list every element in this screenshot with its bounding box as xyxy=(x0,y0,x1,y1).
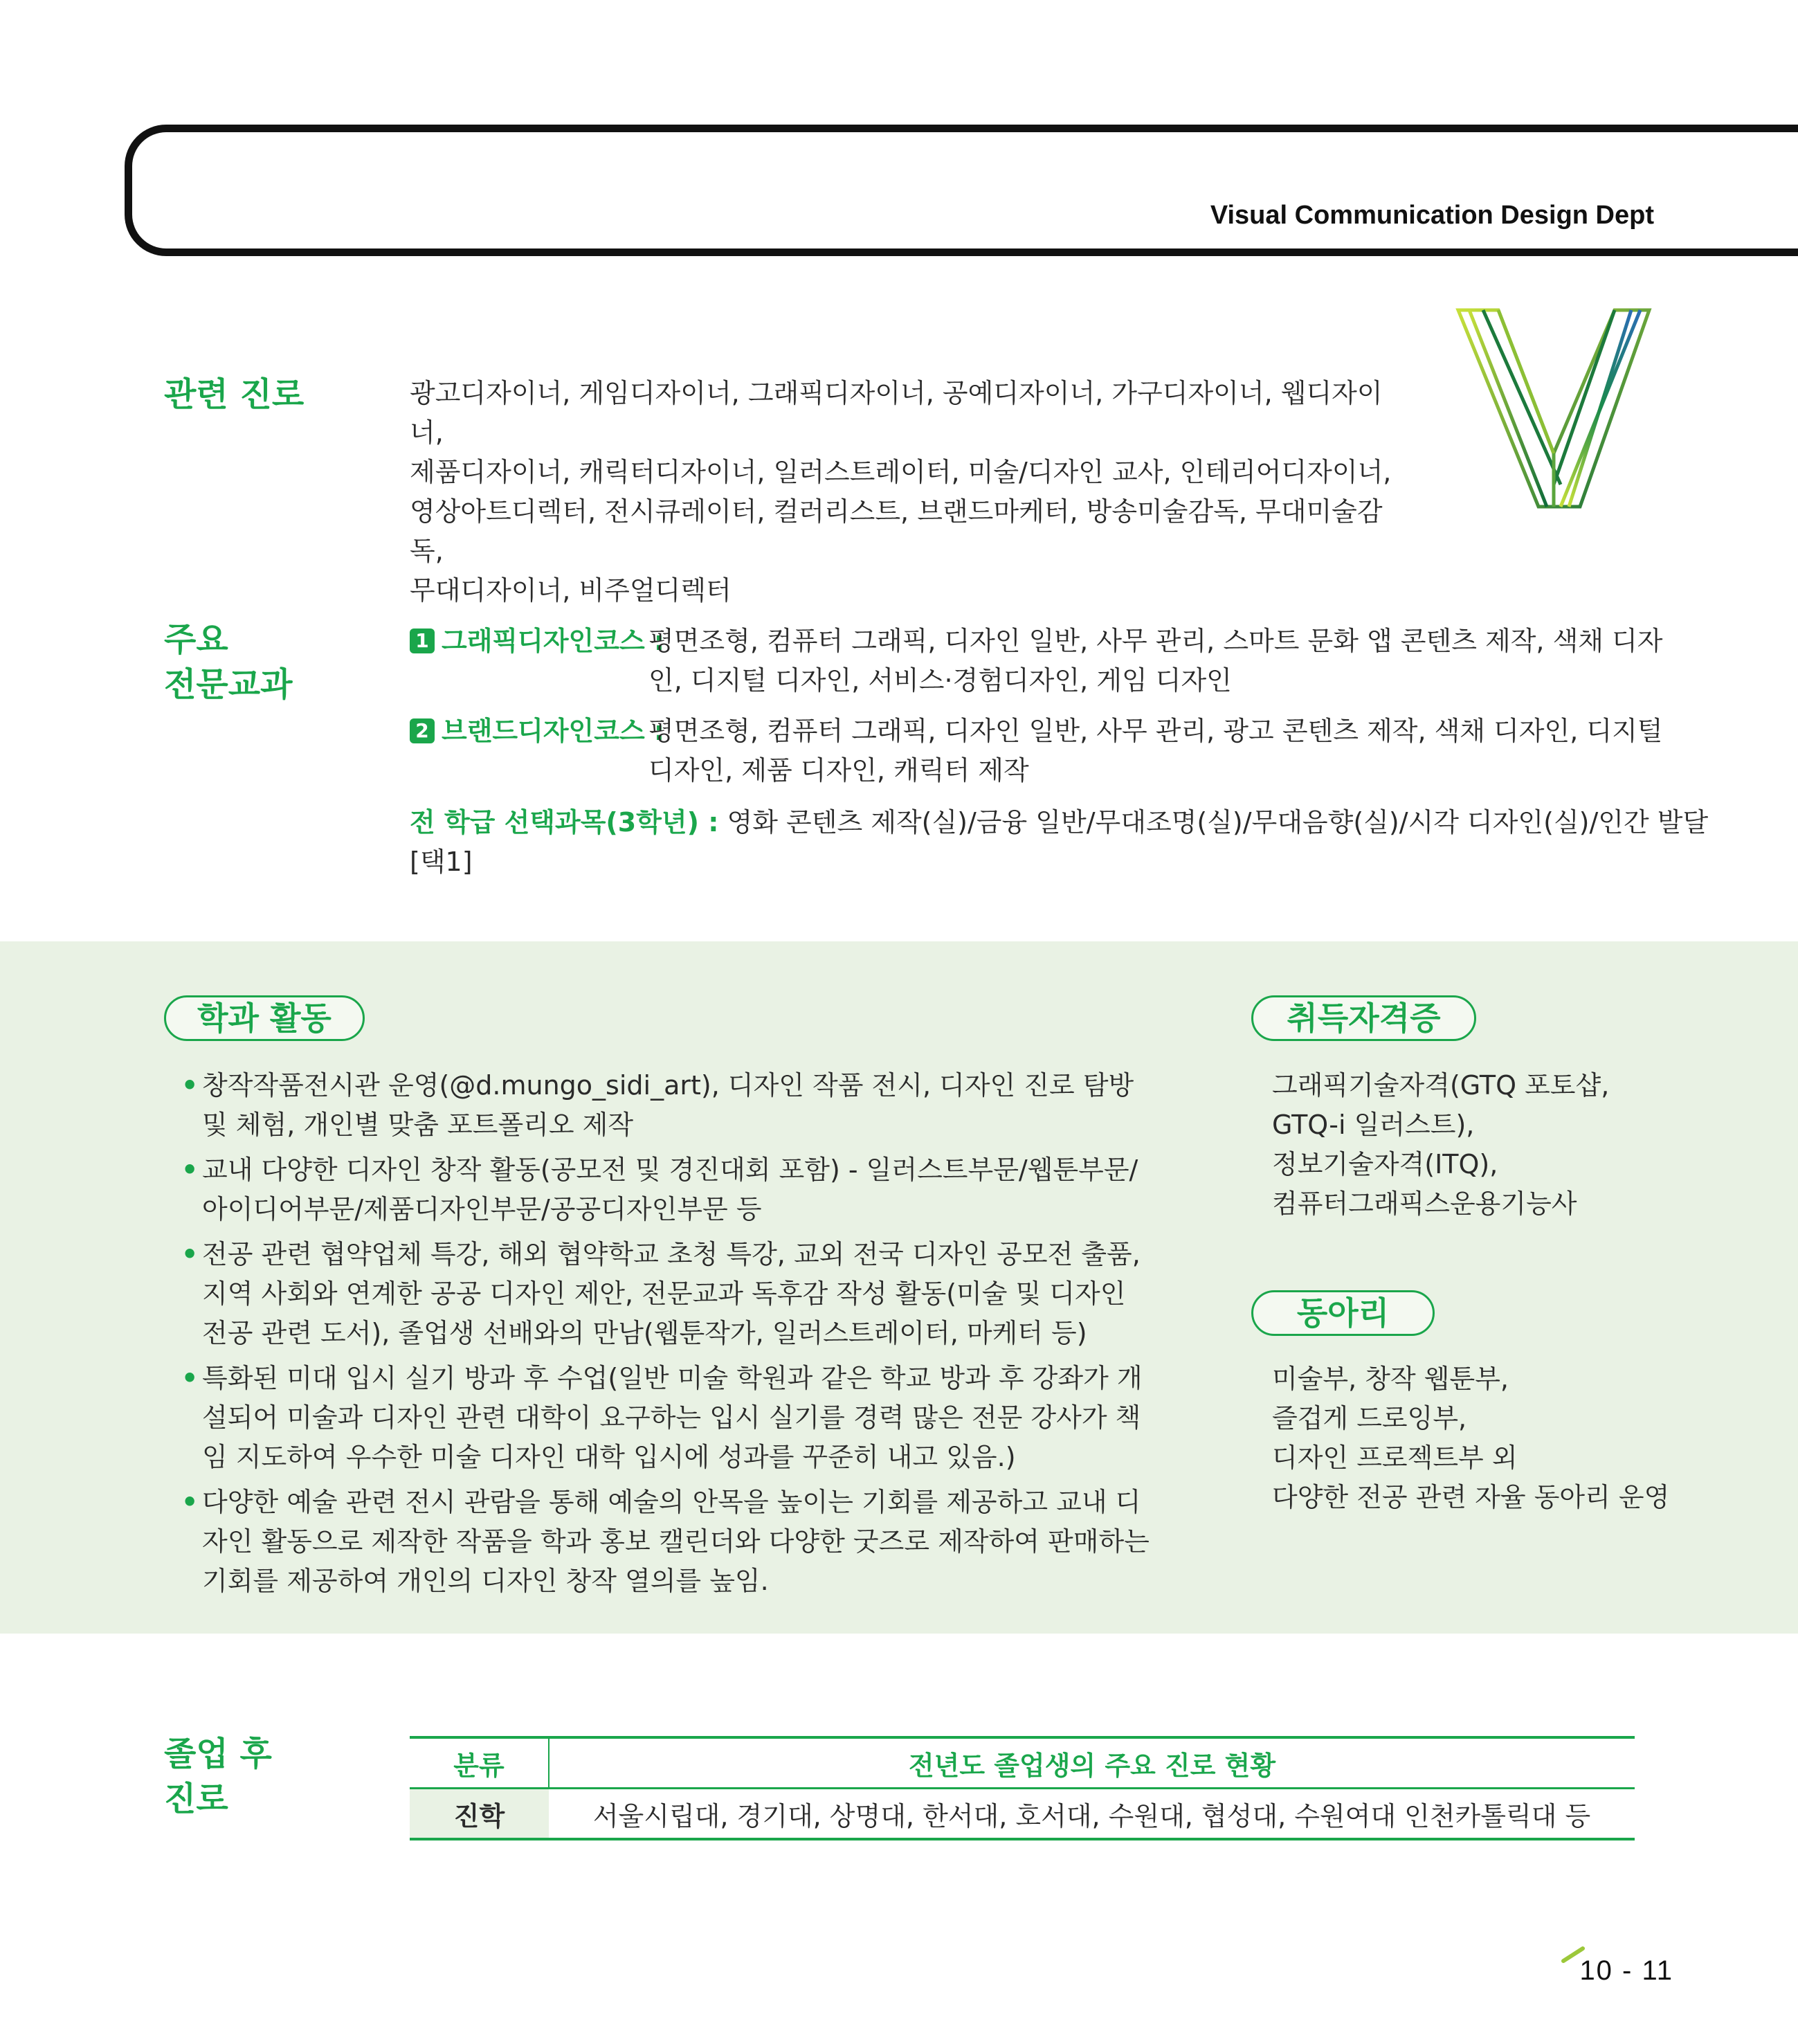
certificates-title: 취득자격증 xyxy=(1251,995,1476,1041)
column-header-category: 분류 xyxy=(410,1737,549,1789)
list-item: • 교내 다양한 디자인 창작 활동(공모전 및 경진대회 포함) - 일러스트부문/웹툰부문/ 아이디어부문/제품디자인부문/공공디자인부문 등 xyxy=(181,1150,1150,1229)
certificate-line: GTQ-i 일러스트), xyxy=(1272,1110,1475,1140)
course-graphic xyxy=(410,622,1690,700)
list-item: • 특화된 미대 입시 실기 방과 후 수업(일반 미술 학원과 같은 학교 방과 후 강좌가 개설되어 미술과 디자인 관련 대학이 요구하는 입시 실기를 경력 많은 전문 강사가 책임 지도하여 우수한 미술 디자인 대학 입시에 성과를 꾸준히 내고 있음.) xyxy=(181,1359,1150,1477)
club-line: 디자인 프로젝트부 외 xyxy=(1272,1442,1518,1473)
course-label: 2 브랜드디자인코스 : xyxy=(410,712,648,790)
subjects-title xyxy=(164,617,292,707)
careers-title: 관련 진로 xyxy=(164,375,305,414)
clubs-text xyxy=(1272,1359,1715,1517)
graduation-title-line: 진로 xyxy=(164,1779,228,1818)
club-line: 미술부, 창작 웹툰부, xyxy=(1272,1364,1509,1394)
elective-label: 전 학급 선택과목(3학년) : xyxy=(410,807,719,838)
activities-list xyxy=(181,1066,1150,1607)
activities-title: 학과 활동 xyxy=(164,995,365,1041)
subjects-title-line: 주요 xyxy=(164,620,228,659)
column-header-status: 전년도 졸업생의 주요 진로 현황 xyxy=(908,1750,1276,1781)
header-frame xyxy=(125,125,1798,256)
table-cell-category: 진학 xyxy=(410,1789,549,1840)
club-line: 다양한 전공 관련 자율 동아리 운영 xyxy=(1272,1482,1670,1512)
table-cell-value: 서울시립대, 경기대, 상명대, 한서대, 호서대, 수원대, 협성대, 수원여대 인천카톨릭대 등 xyxy=(592,1800,1591,1832)
course-number-badge: 2 xyxy=(410,718,435,743)
careers-line: 제품디자이너, 캐릭터디자이너, 일러스트레이터, 미술/디자인 교사, 인테리어디자이너, xyxy=(410,457,1392,487)
dept-title: Visual Communication Design Dept xyxy=(1210,201,1654,230)
v-logo-icon xyxy=(1450,305,1658,512)
table-row xyxy=(410,1789,1635,1840)
course-description: 평면조형, 컴퓨터 그래픽, 디자인 일반, 사무 관리, 스마트 문화 앱 콘텐츠 제작, 색채 디자인, 디지털 디자인, 서비스·경험디자인, 게임 디자인 xyxy=(648,626,1663,696)
course-number-badge: 1 xyxy=(410,628,435,653)
certificate-line: 정보기술자격(ITQ), xyxy=(1272,1149,1498,1179)
course-elective xyxy=(410,803,1725,882)
bullet-icon: • xyxy=(181,1363,199,1393)
careers-text xyxy=(410,374,1392,611)
certificate-line: 그래픽기술자격(GTQ 포토샵, xyxy=(1272,1070,1610,1101)
certificate-line: 컴퓨터그래픽스운용기능사 xyxy=(1272,1188,1577,1219)
bullet-icon: • xyxy=(181,1487,199,1517)
graduation-title-line: 졸업 후 xyxy=(164,1735,272,1773)
course-brand xyxy=(410,712,1690,790)
subjects-title-line: 전문교과 xyxy=(164,664,293,704)
list-item: • 전공 관련 협약업체 특강, 해외 협약학교 초청 특강, 교외 전국 디자인 공모전 출품, 지역 사회와 연계한 공공 디자인 제안, 전문교과 독후감 작성 활동(미술 및 디자인 전공 관련 도서), 졸업생 선배와의 만남(웹툰작가, 일러스트레이터, 마케터 등) xyxy=(181,1235,1150,1353)
certificates-text xyxy=(1272,1066,1715,1224)
club-line: 즐겁게 드로잉부, xyxy=(1272,1403,1467,1433)
list-item: • 창작작품전시관 운영(@d.mungo_sidi_art), 디자인 작품 전시, 디자인 진로 탐방 및 체험, 개인별 맞춤 포트폴리오 제작 xyxy=(181,1066,1150,1145)
bullet-icon: • xyxy=(181,1070,199,1101)
bullet-icon: • xyxy=(181,1155,199,1185)
course-description: 평면조형, 컴퓨터 그래픽, 디자인 일반, 사무 관리, 광고 콘텐츠 제작, 색채 디자인, 디지털 디자인, 제품 디자인, 캐릭터 제작 xyxy=(648,716,1663,786)
bullet-icon: • xyxy=(181,1239,199,1269)
course-label: 1 그래픽디자인코스 : xyxy=(410,622,648,700)
list-item: • 다양한 예술 관련 전시 관람을 통해 예술의 안목을 높이는 기회를 제공하고 교내 디자인 활동으로 제작한 작품을 학과 홍보 캘린더와 다양한 굿즈로 제작하여 판매하는 기회를 제공하여 개인의 디자인 창작 열의를 높임. xyxy=(181,1483,1150,1601)
careers-line: 무대디자이너, 비주얼디렉터 xyxy=(410,575,732,606)
graduation-table xyxy=(410,1736,1635,1840)
careers-line: 광고디자이너, 게임디자이너, 그래픽디자이너, 공예디자이너, 가구디자이너, 웹디자이너, xyxy=(410,378,1383,448)
table-header-row xyxy=(410,1737,1635,1789)
page-number: 10 - 11 xyxy=(1579,1955,1673,1986)
clubs-title: 동아리 xyxy=(1251,1290,1435,1336)
careers-line: 영상아트디렉터, 전시큐레이터, 컬러리스트, 브랜드마케터, 방송미술감독, 무대미술감독, xyxy=(410,496,1383,566)
elective-description: 영화 콘텐츠 제작(실)/금융 일반/무대조명(실)/무대음향(실)/시각 디자인(실)/인간 발달[택1] xyxy=(410,807,1709,877)
graduation-title xyxy=(164,1732,272,1822)
